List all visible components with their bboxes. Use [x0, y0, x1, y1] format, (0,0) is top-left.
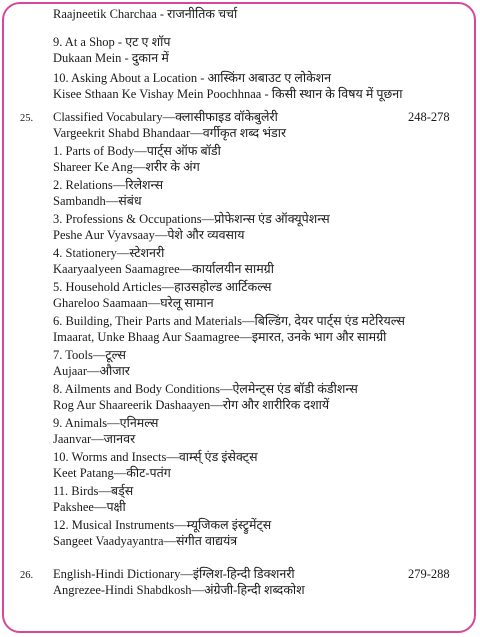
- toc-line: Aujaar—औजार: [53, 364, 130, 378]
- toc-line: Shareer Ke Ang—शरीर के अंग: [53, 160, 200, 174]
- section-number: 25.: [20, 113, 34, 124]
- toc-line: Raajneetik Charchaa - राजनीतिक चर्चा: [53, 7, 238, 21]
- toc-line: Dukaan Mein - दुकान में: [53, 51, 169, 65]
- toc-line: 9. At a Shop - एट ए शॉप: [53, 35, 171, 49]
- toc-line: Sangeet Vaadyayantra—संगीत वाद्ययंत्र: [53, 534, 238, 548]
- toc-line: Ghareloo Saamaan—घरेलू सामान: [53, 296, 214, 310]
- toc-line: 5. Household Articles—हाउसहोल्ड आर्टिकल्स: [53, 280, 272, 294]
- toc-line: 8. Ailments and Body Conditions—ऐलमेन्ट्स एंड बॉडी कंडीशन्स: [53, 382, 358, 396]
- toc-line: 10. Worms and Insects—वार्म्स् एंड इंसेक्ट्स: [53, 450, 258, 464]
- toc-line: Imaarat, Unke Bhaag Aur Saamagree—इमारत, उनके भाग और सामग्री: [53, 330, 387, 344]
- toc-line: 3. Professions & Occupations—प्रोफेशन्स एंड ऑक्यूपेशन्स: [53, 212, 330, 226]
- toc-line: Jaanvar—जानवर: [53, 432, 136, 446]
- page-range: 248-278: [408, 110, 450, 124]
- toc-line: 12. Musical Instruments—म्यूजिकल इंस्ट्रुमेंट्स: [53, 518, 272, 532]
- toc-line: Rog Aur Shaareerik Dashaayen—रोग और शारीरिक दशायें: [53, 398, 330, 412]
- toc-line: Vargeekrit Shabd Bhandaar—वर्गीकृत शब्द भंडार: [53, 126, 287, 140]
- toc-line: Kaaryaalyeen Saamagree—कार्यालयीन सामग्री: [53, 262, 274, 276]
- section-number: 26.: [20, 570, 34, 581]
- toc-line: 4. Stationery—स्टेशनरी: [53, 246, 165, 260]
- toc-line: Classified Vocabulary—क्लासीफाइड वॉकेबुलेरी: [53, 110, 278, 124]
- toc-line: 2. Relations—रिलेशन्स: [53, 178, 164, 192]
- toc-line: 1. Parts of Body—पार्ट्स ऑफ बॉडी: [53, 144, 221, 158]
- toc-line: Kisee Sthaan Ke Vishay Mein Poochhnaa - किसी स्थान के विषय में पूछना: [53, 87, 403, 101]
- toc-line: Keet Patang—कीट-पतंग: [53, 466, 171, 480]
- toc-line: 7. Tools—टूल्स: [53, 348, 126, 362]
- toc-line: 9. Animals—एनिमल्स: [53, 416, 159, 430]
- toc-line: 11. Birds—बर्ड्स: [53, 484, 134, 498]
- toc-line: 6. Building, Their Parts and Materials—बिल्डिंग, देयर पार्ट्स एंड मटेरियल्स: [53, 314, 405, 328]
- page-range: 279-288: [408, 567, 450, 581]
- toc-line: 10. Asking About a Location - आस्किंग अबाउट ए लोकेशन: [53, 71, 332, 85]
- toc-line: Pakshee—पक्षी: [53, 500, 126, 514]
- toc-line: English-Hindi Dictionary—इंग्लिश-हिन्दी डिक्शनरी: [53, 567, 295, 581]
- toc-line: Peshe Aur Vyavsaay—पेशे और व्यवसाय: [53, 228, 245, 242]
- toc-line: Sambandh—संबंध: [53, 194, 142, 208]
- toc-line: Angrezee-Hindi Shabdkosh—अंग्रेजी-हिन्दी शब्दकोश: [53, 583, 305, 597]
